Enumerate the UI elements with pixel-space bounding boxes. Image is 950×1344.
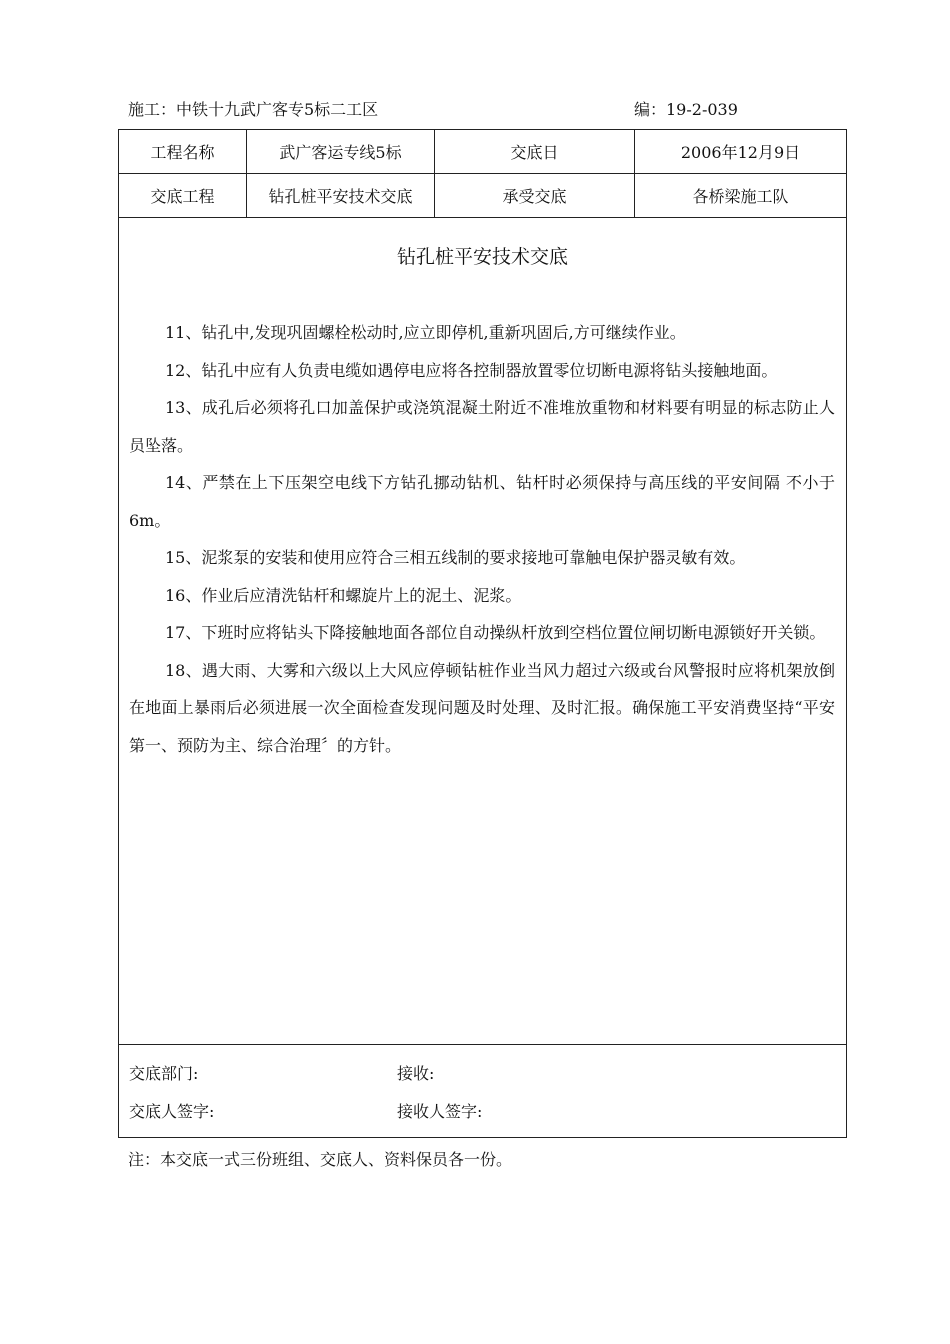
- project-row: [119, 130, 847, 174]
- recipient-value: 各桥梁施工队: [635, 174, 847, 218]
- disclosing-department-label: 交底部门:: [129, 1064, 199, 1083]
- disclosure-work-label: 交底工程: [119, 174, 247, 218]
- recipient-label: 承受交底: [435, 174, 635, 218]
- receiver-signature-label: 接收人签字:: [397, 1102, 483, 1121]
- disclosure-work-value: 钻孔桩平安技术交底: [247, 174, 435, 218]
- project-name-label: 工程名称: [119, 130, 247, 174]
- list-item: 17、下班时应将钻头下降接触地面各部位自动操纵杆放到空档位置位闸切断电源锁好开关锁。: [165, 623, 826, 642]
- disclosure-form-table: [118, 129, 847, 1138]
- list-item: 14、严禁在上下压架空电线下方钻孔挪动钻机、钻杆时必须保持与高压线的平安间隔 不小于6m。: [129, 473, 835, 530]
- construction-unit: 施工：中铁十九武广客专5标二工区: [128, 100, 379, 119]
- list-item: 11、钻孔中,发现巩固螺栓松动时,应立即停机,重新巩固后,方可继续作业。: [165, 323, 686, 342]
- list-item: 15、泥浆泵的安装和使用应符合三相五线制的要求接地可靠触电保护器灵敏有效。: [165, 548, 746, 567]
- document-number: 编：19-2-039: [634, 100, 738, 119]
- footnote: 注：本交底一式三份班组、交底人、资料保员各一份。: [128, 1150, 513, 1169]
- signature-row: [119, 1045, 847, 1138]
- project-name-value: 武广客运专线5标: [247, 130, 435, 174]
- signature-grid: [129, 1055, 829, 1131]
- receiving-label: 接收:: [397, 1064, 435, 1083]
- work-row: [119, 174, 847, 218]
- list-item: 18、遇大雨、大雾和六级以上大风应停顿钻桩作业当风力超过六级或台风警报时应将机架放倒在地面上暴雨后必须进展一次全面检查发现问题及时处理、及时汇报。确保施工平安消费坚持“平安第一、预防为主、综合治理〞的方针。: [129, 660, 835, 755]
- content-row: [119, 218, 847, 1045]
- disclosure-date-label: 交底日: [435, 130, 635, 174]
- disclosure-date-value: 2006年12月9日: [635, 130, 847, 174]
- list-item: 13、成孔后必须将孔口加盖保护或浇筑混凝土附近不准堆放重物和材料要有明显的标志防止人员坠落。: [129, 398, 835, 455]
- list-item: 12、钻孔中应有人负责电缆如遇停电应将各控制器放置零位切断电源将钻头接触地面。: [165, 360, 778, 380]
- discloser-signature-label: 交底人签字:: [129, 1102, 215, 1121]
- document-header: [128, 98, 848, 122]
- content-cell: [119, 218, 847, 1045]
- list-item: 16、作业后应清洗钻杆和螺旋片上的泥土、泥浆。: [165, 585, 522, 605]
- item-list: [129, 314, 835, 764]
- signature-cell: [119, 1045, 847, 1138]
- document-title: 钻孔桩平安技术交底: [396, 246, 568, 268]
